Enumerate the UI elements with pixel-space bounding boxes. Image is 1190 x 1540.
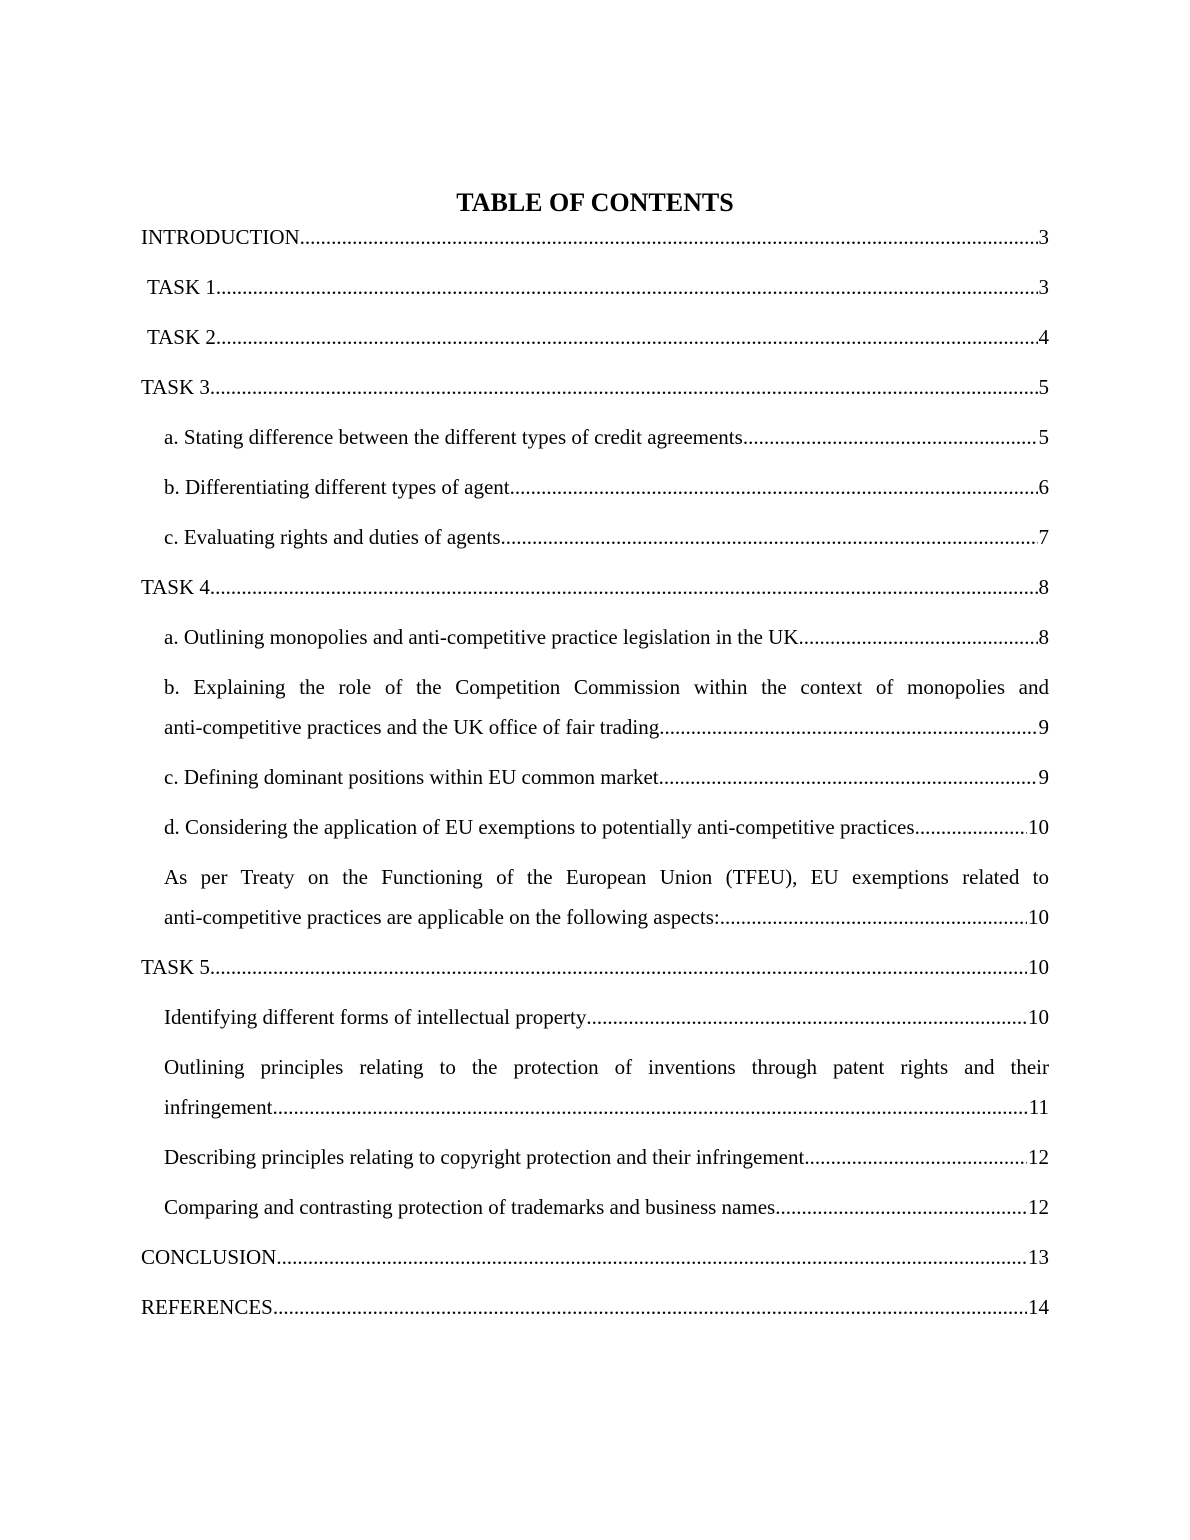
table-of-contents	[141, 217, 1049, 1337]
toc-entry-task4[interactable]	[141, 567, 1049, 607]
dot-leader	[799, 617, 1038, 657]
toc-entry-ip[interactable]	[141, 997, 1049, 1037]
dot-leader	[272, 1087, 1027, 1127]
dot-leader	[743, 417, 1038, 457]
toc-page-number: 9	[1038, 715, 1049, 739]
toc-page-number: 5	[1038, 425, 1049, 449]
toc-page-number: 4	[1038, 325, 1049, 349]
dot-leader	[720, 897, 1027, 937]
dot-leader	[659, 707, 1037, 747]
toc-entry-text: TASK 1	[147, 275, 216, 299]
dot-leader	[216, 267, 1038, 307]
dot-leader	[501, 517, 1038, 557]
toc-entry-text-line1: Outlining principles relating to the protection of inventions through patent rights and their	[164, 1055, 1049, 1079]
dot-leader	[915, 807, 1027, 847]
toc-page-number: 10	[1028, 1005, 1049, 1029]
toc-entry-task3[interactable]	[141, 367, 1049, 407]
toc-entry-task1[interactable]	[141, 267, 1049, 307]
toc-entry-introduction[interactable]	[141, 217, 1049, 257]
toc-page-number: 8	[1038, 575, 1049, 599]
toc-page-number: 3	[1038, 275, 1049, 299]
toc-entry-trademarks[interactable]	[141, 1187, 1049, 1227]
toc-entry-text: c. Evaluating rights and duties of agents	[164, 525, 501, 549]
toc-entry-text: INTRODUCTION	[141, 225, 300, 249]
toc-page-number: 10	[1028, 815, 1049, 839]
toc-entry-text: b. Differentiating different types of agent	[164, 475, 510, 499]
toc-entry-text: a. Stating difference between the different types of credit agreements	[164, 425, 743, 449]
toc-page-number: 9	[1038, 765, 1049, 789]
toc-entry-4c[interactable]	[141, 757, 1049, 797]
dot-leader	[210, 947, 1027, 987]
dot-leader	[210, 367, 1038, 407]
toc-entry-tfeu[interactable]	[141, 857, 1049, 937]
toc-page-number: 8	[1038, 625, 1049, 649]
toc-entry-4b[interactable]	[141, 667, 1049, 747]
toc-entry-text-line1: b. Explaining the role of the Competition Commission within the context of monopolies and	[164, 675, 1049, 699]
toc-entry-text-line1: As per Treaty on the Functioning of the European Union (TFEU), EU exemptions related to	[164, 865, 1049, 889]
toc-entry-text: d. Considering the application of EU exemptions to potentially anti-competitive practices	[164, 815, 915, 839]
dot-leader	[216, 317, 1038, 357]
toc-entry-3c[interactable]	[141, 517, 1049, 557]
toc-entry-text: TASK 5	[141, 955, 210, 979]
toc-entry-3a[interactable]	[141, 417, 1049, 457]
toc-entry-text: Identifying different forms of intellectual property	[164, 1005, 587, 1029]
dot-leader	[510, 467, 1038, 507]
toc-entry-text: Comparing and contrasting protection of trademarks and business names	[164, 1195, 776, 1219]
toc-entry-copyright[interactable]	[141, 1137, 1049, 1177]
toc-page-number: 12	[1028, 1195, 1049, 1219]
toc-entry-text: anti-competitive practices and the UK office of fair trading	[164, 715, 660, 739]
toc-entry-text: a. Outlining monopolies and anti-competitive practice legislation in the UK	[164, 625, 799, 649]
toc-entry-conclusion[interactable]	[141, 1237, 1049, 1277]
dot-leader	[804, 1137, 1027, 1177]
toc-entry-text: c. Defining dominant positions within EU common market	[164, 765, 659, 789]
toc-page-number: 10	[1028, 955, 1049, 979]
toc-page-number: 5	[1038, 375, 1049, 399]
dot-leader	[775, 1187, 1027, 1227]
toc-entry-text: TASK 2	[147, 325, 216, 349]
toc-page-number: 14	[1028, 1295, 1049, 1319]
page-title: TABLE OF CONTENTS	[456, 188, 734, 217]
toc-entry-text: Describing principles relating to copyright protection and their infringement	[164, 1145, 805, 1169]
dot-leader	[659, 757, 1038, 797]
toc-page-number: 6	[1038, 475, 1049, 499]
toc-entry-references[interactable]	[141, 1287, 1049, 1327]
toc-entry-text: TASK 4	[141, 575, 210, 599]
toc-entry-text: infringement	[164, 1095, 273, 1119]
toc-entry-text: CONCLUSION	[141, 1245, 277, 1269]
toc-page-number: 10	[1028, 905, 1049, 929]
toc-entry-task5[interactable]	[141, 947, 1049, 987]
toc-entry-text: REFERENCES	[141, 1295, 273, 1319]
toc-page-number: 3	[1038, 225, 1049, 249]
dot-leader	[300, 217, 1038, 257]
toc-page-number: 11	[1028, 1095, 1049, 1119]
toc-entry-text: TASK 3	[141, 375, 210, 399]
dot-leader	[276, 1237, 1027, 1277]
toc-entry-3b[interactable]	[141, 467, 1049, 507]
toc-entry-4a[interactable]	[141, 617, 1049, 657]
toc-page-number: 13	[1028, 1245, 1049, 1269]
dot-leader	[210, 567, 1038, 607]
toc-entry-patent[interactable]	[141, 1047, 1049, 1127]
dot-leader	[586, 997, 1027, 1037]
toc-entry-text: anti-competitive practices are applicable on the following aspects:	[164, 905, 720, 929]
toc-entry-task2[interactable]	[141, 317, 1049, 357]
dot-leader	[273, 1287, 1027, 1327]
toc-page-number: 7	[1038, 525, 1049, 549]
toc-entry-4d[interactable]	[141, 807, 1049, 847]
toc-page-number: 12	[1028, 1145, 1049, 1169]
